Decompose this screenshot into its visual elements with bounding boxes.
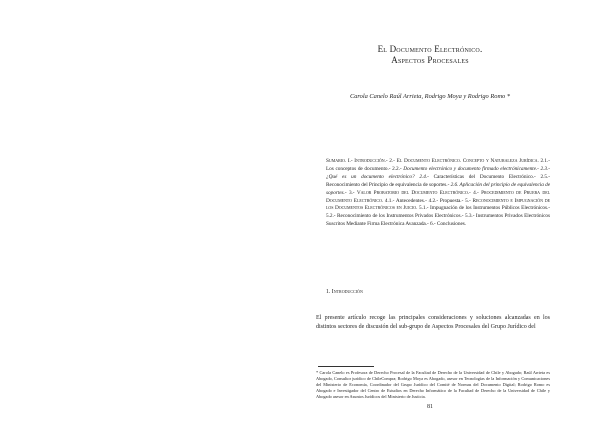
summary-segment: I.- Introducción.- 2.- El Documento Electrónico. Concepto y Naturaleza Jurídica. (346, 158, 539, 164)
page-number: 81 (427, 404, 433, 410)
summary-segment: Reconocimiento e Impugnación de los Documentos Electrónicos en Juicio. (326, 197, 550, 212)
intro-paragraph: El presente artículo recoge las principales consideraciones y soluciones alcanzadas en los distintos sectores de discusión del sub-grupo de Aspectos Procesales del Grupo Jurídico del (316, 315, 550, 330)
summary-segment: 2.5.- Reconocimiento del Principio de equivalencia de soportes.- (326, 173, 550, 188)
article-title (300, 44, 560, 66)
summary-segment: 3.- Valor Probatorio del Documento Electrónico.- 4.- Procedimiento de Prueba del Documento Electrónico. (326, 189, 550, 204)
footnote: * Carola Canelo es Profesora de Derecho Procesal de la Facultad de Derecho de la Universidad de Chile y Abogado; Raúl Arrieta es Abogado, Consultor jurídico de ChileCompra; Rodrigo Moya es Abogado, asesor en Tecnologías de la Información y Comunicaciones del Ministerio de Economía, Coordinador del Grupo Jurídico del Comité de Normas del Documento Digital; Rodrigo Romo es Abogado e Investigador del Centro de Estudios en Derecho Informático de la Facultad de Derecho de la Universidad de Chile y Abogado asesor en Asuntos Jurídicos del Ministerio de Justicia. (316, 370, 550, 399)
summary-heading: Sumario. (326, 158, 347, 164)
summary-segment: 2.1.- Los conceptos de documento.- 2.2.- (326, 158, 551, 172)
footnote-divider (318, 366, 374, 367)
title-line-1: El Documento Electrónico. (377, 44, 483, 54)
title-line-2: Aspectos Procesales (391, 55, 469, 65)
summary-segment: 4.1.- Antecedentes.- 4.2.- Propuesta.- 5.- (383, 197, 473, 204)
summary-block (326, 158, 550, 229)
section-heading: 1. Introducción (326, 289, 363, 295)
summary-segment: Documento electrónico y documento firmado electrónicamente.- 2.3.- ¿Qué es un documento electrónico? 2.4.- (326, 165, 550, 180)
authors: Carola Canelo Raúl Arrieta, Rodrigo Moya y Rodrigo Romo * (349, 93, 511, 100)
summary-segment: 5.1.- Impugnación de los Instrumentos Públicos Electrónicos.- 5.2.- Reconocimiento de los Instrumentos Privados Electrónicos.- 5.3.- Instrumentos Privados Electrónicos Suscritos Mediante Firma Electrónica Avanzada.- 6.- Conclusiones. (326, 205, 550, 228)
summary-segment: 2.6. Aplicación del principio de equivalencia de soportes.- (326, 181, 550, 196)
summary-segment: Características del Documento Electrónico.- (433, 173, 541, 180)
